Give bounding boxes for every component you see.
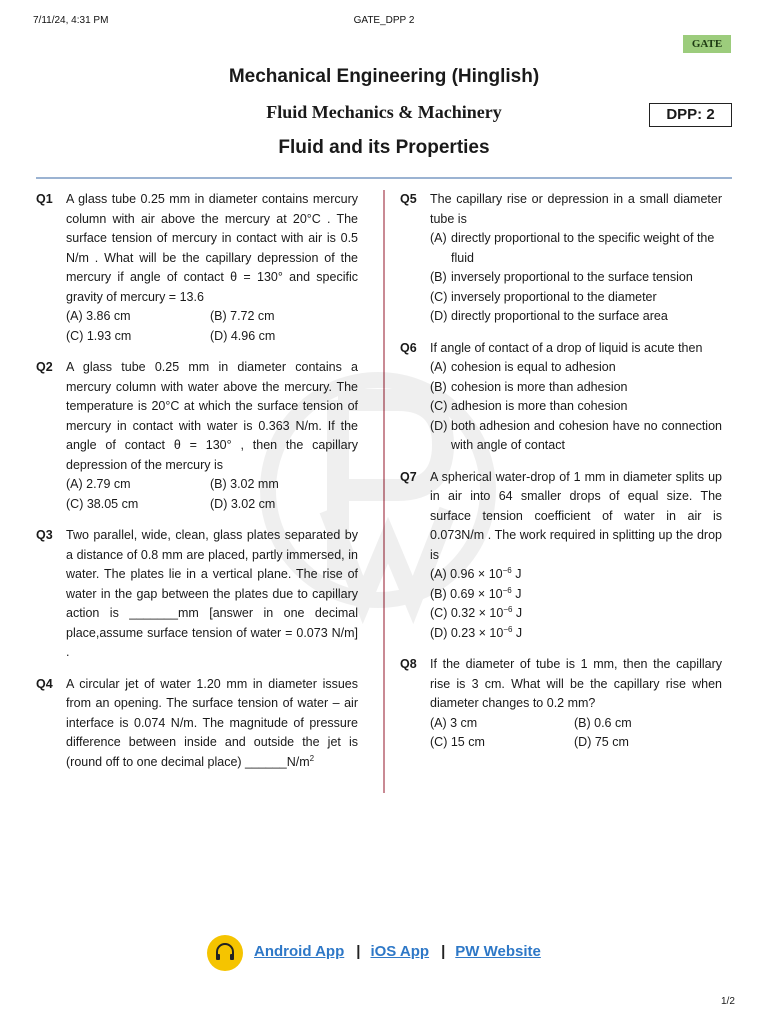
options: [430, 714, 722, 753]
header-divider: [36, 177, 732, 179]
option-text: directly proportional to the surface area: [451, 309, 668, 323]
exponent: −6: [502, 565, 512, 575]
question-text: If the diameter of tube is 1 mm, then the capillary rise is 3 cm. What will be the capillary rise when diameter changes to 0.2 mm?: [430, 657, 722, 710]
option-d: [430, 417, 722, 456]
option-c: (C) 1.93 cm: [66, 328, 132, 343]
exponent: −6: [503, 604, 513, 614]
option-text: inversely proportional to the diameter: [451, 289, 657, 304]
subject-title: Fluid Mechanics & Machinery: [266, 102, 502, 122]
option-a: [430, 358, 722, 378]
question-number: Q8: [400, 657, 417, 671]
option-text: both adhesion and cohesion have no connection with angle of contact: [451, 418, 722, 452]
exponent: −6: [503, 624, 513, 634]
option-c: (C) 38.05 cm: [66, 496, 139, 511]
option-a: (A) 3.86 cm: [66, 309, 131, 323]
topic-title: Fluid and its Properties: [278, 137, 490, 158]
question-text: A glass tube 0.25 mm in diameter contains mercury column with air above the mercury at 20°C . The surface tension of mercury in contact with air is 0.5 N/m . What will be the capillary depression of the mercury if angle of contact θ = 130° and specific gravity of mercury = 13.6: [66, 192, 358, 304]
option-unit: J: [512, 606, 523, 620]
option-label: (A): [430, 360, 447, 374]
option-text: (C) 0.32 × 10: [430, 606, 504, 620]
option-label: (D): [430, 309, 448, 323]
option-d: (D) 3.02 cm: [210, 496, 276, 511]
footer-links: [254, 943, 541, 960]
question-number: Q7: [400, 469, 417, 484]
dpp-label: DPP: 2: [649, 103, 732, 127]
left-column: [36, 190, 358, 784]
option-d: [430, 624, 722, 644]
option-b: (B) 7.72 cm: [210, 309, 275, 323]
option-unit: J: [512, 625, 523, 640]
question-q7: [400, 468, 722, 644]
footer: [0, 934, 768, 974]
option-label: (B): [430, 270, 447, 284]
headset-icon: [213, 941, 237, 965]
option-text: inversely proportional to the surface tension: [451, 270, 693, 284]
question-text-wrap: [66, 675, 358, 773]
question-q2: [36, 358, 358, 514]
question-q3: [36, 526, 358, 663]
question-number: Q5: [400, 192, 417, 206]
link-separator: |: [441, 943, 446, 960]
option-label: (D): [430, 418, 448, 433]
option-label: (C): [430, 399, 448, 413]
option-unit: J: [511, 586, 522, 601]
print-date: 7/11/24, 4:31 PM: [33, 15, 109, 26]
option-a: (A) 2.79 cm: [66, 477, 131, 491]
question-text: If angle of contact of a drop of liquid is acute then: [430, 340, 703, 355]
option-label: (A): [430, 231, 447, 245]
option-b: [430, 378, 722, 398]
question-text: Two parallel, wide, clean, glass plates separated by a distance of 0.8 mm are placed, partly immersed, in water. The plates lie in a vertical plane. The rise of water in the gap between the plates due to capillary action is _______mm [answer in one decimal place,assume surface tension of water = 0.073 N/m] .: [66, 528, 358, 659]
option-label: (C): [430, 289, 448, 304]
ios-app-link[interactable]: iOS App: [370, 943, 430, 960]
question-q1: [36, 190, 358, 346]
gate-badge: GATE: [683, 35, 731, 53]
question-number: Q3: [36, 528, 53, 542]
print-title: GATE_DPP 2: [353, 15, 415, 26]
option-label: (B): [430, 379, 447, 394]
unit-exponent: 2: [309, 753, 315, 763]
pw-website-link[interactable]: PW Website: [455, 943, 541, 960]
option-b: (B) 0.6 cm: [574, 715, 632, 730]
question-q8: [400, 655, 722, 753]
question-number: Q2: [36, 360, 53, 374]
option-unit: J: [511, 567, 522, 581]
option-d: (D) 4.96 cm: [210, 328, 276, 343]
option-a: [430, 565, 722, 585]
question-text: A glass tube 0.25 mm in diameter contains a mercury column with water above the mercury. The temperature is 20°C at which the surface tension of mercury in contact with water is 0.363 N/m. If the angle of contact θ = 130° , then the capillary depression of the mercury is: [66, 360, 358, 472]
page-number: 1/2: [721, 996, 735, 1007]
page-title: Mechanical Engineering (Hinglish): [228, 66, 540, 87]
question-text: A spherical water-drop of 1 mm in diameter splits up in air into 64 smaller drops of equal size. The surface tension coefficient of water in air is 0.073N/m . The work required in splitting up the drop is: [430, 469, 722, 562]
option-text: cohesion is more than adhesion: [451, 379, 628, 394]
link-separator: |: [356, 943, 361, 960]
right-column: [400, 190, 722, 765]
option-text: adhesion is more than cohesion: [451, 399, 628, 413]
option-text: directly proportional to the specific weight of the fluid: [451, 231, 715, 265]
question-q5: [400, 190, 722, 327]
option-c: [430, 604, 722, 624]
question-text: The capillary rise or depression in a small diameter tube is: [430, 192, 722, 226]
option-text: (B) 0.69 × 10: [430, 586, 503, 601]
question-number: Q4: [36, 676, 53, 691]
android-app-link[interactable]: Android App: [254, 943, 345, 960]
option-a: [430, 229, 722, 268]
exponent: −6: [502, 585, 512, 595]
question-number: Q1: [36, 192, 53, 206]
option-d: [430, 307, 722, 327]
option-c: [430, 288, 722, 308]
option-b: [430, 585, 722, 605]
option-text: cohesion is equal to adhesion: [451, 360, 616, 374]
options: [66, 475, 358, 514]
option-d: (D) 75 cm: [574, 735, 629, 749]
options: [66, 307, 358, 346]
option-b: [430, 268, 722, 288]
option-text: (D) 0.23 × 10: [430, 625, 504, 640]
question-q4: [36, 675, 358, 773]
customer-service-icon[interactable]: [207, 935, 243, 971]
option-text: (A) 0.96 × 10: [430, 567, 503, 581]
option-c: (C) 15 cm: [430, 735, 485, 749]
question-q6: [400, 339, 722, 456]
option-a: (A) 3 cm: [430, 715, 478, 730]
question-number: Q6: [400, 340, 417, 355]
option-c: [430, 397, 722, 417]
question-text: A circular jet of water 1.20 mm in diameter issues from an opening. The surface tension of water – air interface is 0.074 N/m. The magnitude of pressure difference between inside and outside the jet is (round off to one decimal place) ______N/m: [66, 676, 358, 769]
option-b: (B) 3.02 mm: [210, 477, 279, 491]
